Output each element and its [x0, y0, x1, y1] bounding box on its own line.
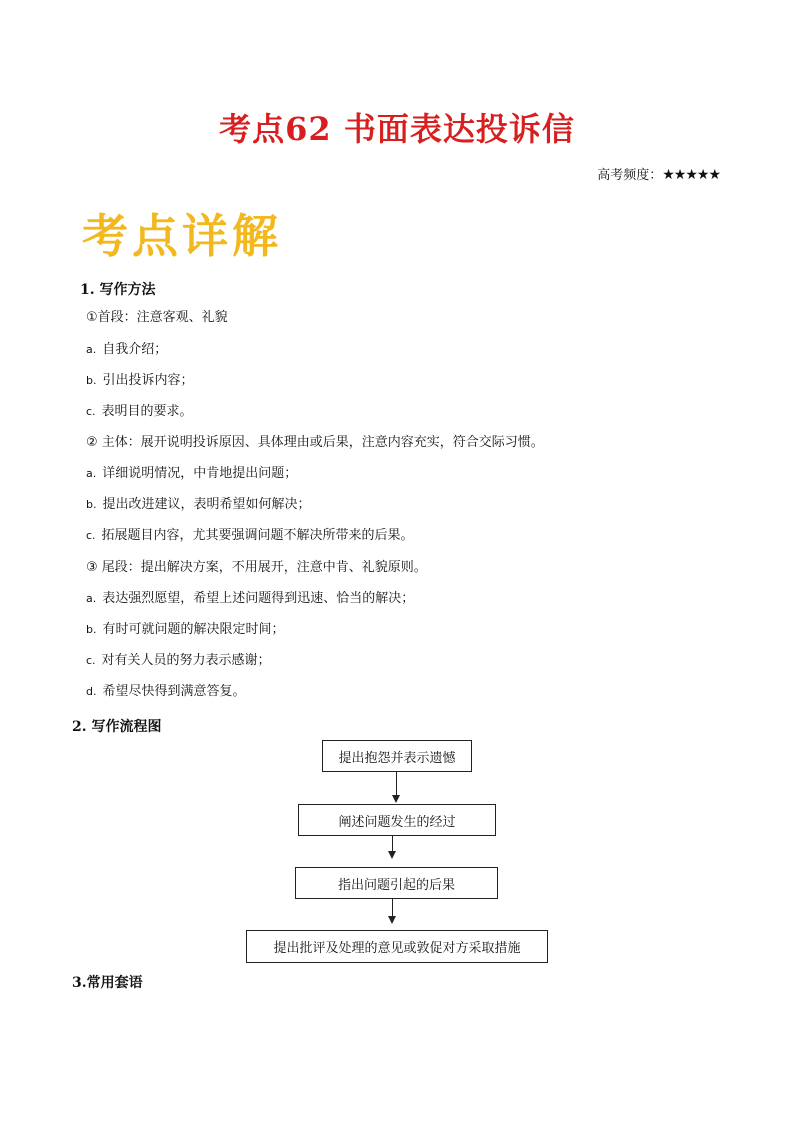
list-prefix: b. — [86, 623, 97, 636]
list-item — [86, 528, 414, 544]
list-text: 引出投诉内容； — [102, 373, 194, 388]
section-heading-flowchart: 2. 写作流程图 — [72, 719, 162, 735]
list-item — [86, 622, 285, 638]
part1-heading: ①首段：注意客观、礼貌 — [86, 310, 228, 325]
list-prefix: c. — [86, 654, 96, 667]
page-title: 考点62 书面表达投诉信 — [219, 110, 575, 148]
arrow-down-icon — [388, 851, 396, 859]
flow-arrow-line — [392, 836, 393, 852]
list-prefix: b. — [86, 374, 97, 387]
list-prefix: c. — [86, 405, 96, 418]
arrow-down-icon — [392, 795, 400, 803]
section-banner: 考点详解 — [82, 209, 282, 263]
list-item — [86, 684, 246, 700]
list-text: 表明目的要求。 — [101, 404, 193, 419]
list-text: 拓展题目内容，尤其要强调问题不解决所带来的后果。 — [101, 528, 414, 543]
list-text: 有时可就问题的解决限定时间； — [102, 622, 285, 637]
section-heading-writing-method: 1. 写作方法 — [80, 282, 156, 298]
part2-heading: ② 主体：展开说明投诉原因、具体理由或后果，注意内容充实，符合交际习惯。 — [86, 435, 544, 450]
part3-heading: ③ 尾段：提出解决方案，不用展开，注意中肯、礼貌原则。 — [86, 560, 427, 575]
arrow-down-icon — [388, 916, 396, 924]
list-prefix: b. — [86, 498, 97, 511]
list-prefix: a. — [86, 592, 97, 605]
flowchart-step-1: 提出抱怨并表示遗憾 — [322, 740, 472, 772]
star-rating-icon: ★★★★★ — [662, 167, 720, 183]
list-prefix: a. — [86, 343, 97, 356]
list-item — [86, 466, 297, 482]
flowchart-step-3: 指出问题引起的后果 — [295, 867, 498, 899]
list-text: 详细说明情况，中肯地提出问题； — [102, 466, 298, 481]
list-text: 对有关人员的努力表示感谢； — [101, 653, 271, 668]
flowchart-step-2: 阐述问题发生的经过 — [298, 804, 496, 836]
flowchart-step-4: 提出批评及处理的意见或敦促对方采取措施 — [246, 930, 548, 963]
list-item — [86, 653, 271, 669]
list-text: 希望尽快得到满意答复。 — [102, 684, 246, 699]
list-prefix: d. — [86, 685, 97, 698]
flow-arrow-line — [396, 772, 397, 796]
section-heading-common-phrases: 3.常用套语 — [72, 975, 143, 991]
list-text: 自我介绍； — [102, 342, 168, 357]
list-item — [86, 591, 414, 607]
list-text: 表达强烈愿望，希望上述问题得到迅速、恰当的解决； — [102, 591, 415, 606]
list-prefix: a. — [86, 467, 97, 480]
frequency-rating — [597, 164, 720, 183]
list-item — [86, 497, 311, 513]
list-item — [86, 373, 194, 389]
frequency-label: 高考频度： — [597, 168, 663, 183]
list-text: 提出改进建议，表明希望如何解决； — [102, 497, 311, 512]
flow-arrow-line — [392, 899, 393, 917]
list-item — [86, 404, 193, 420]
list-prefix: c. — [86, 529, 96, 542]
list-item — [86, 342, 167, 358]
